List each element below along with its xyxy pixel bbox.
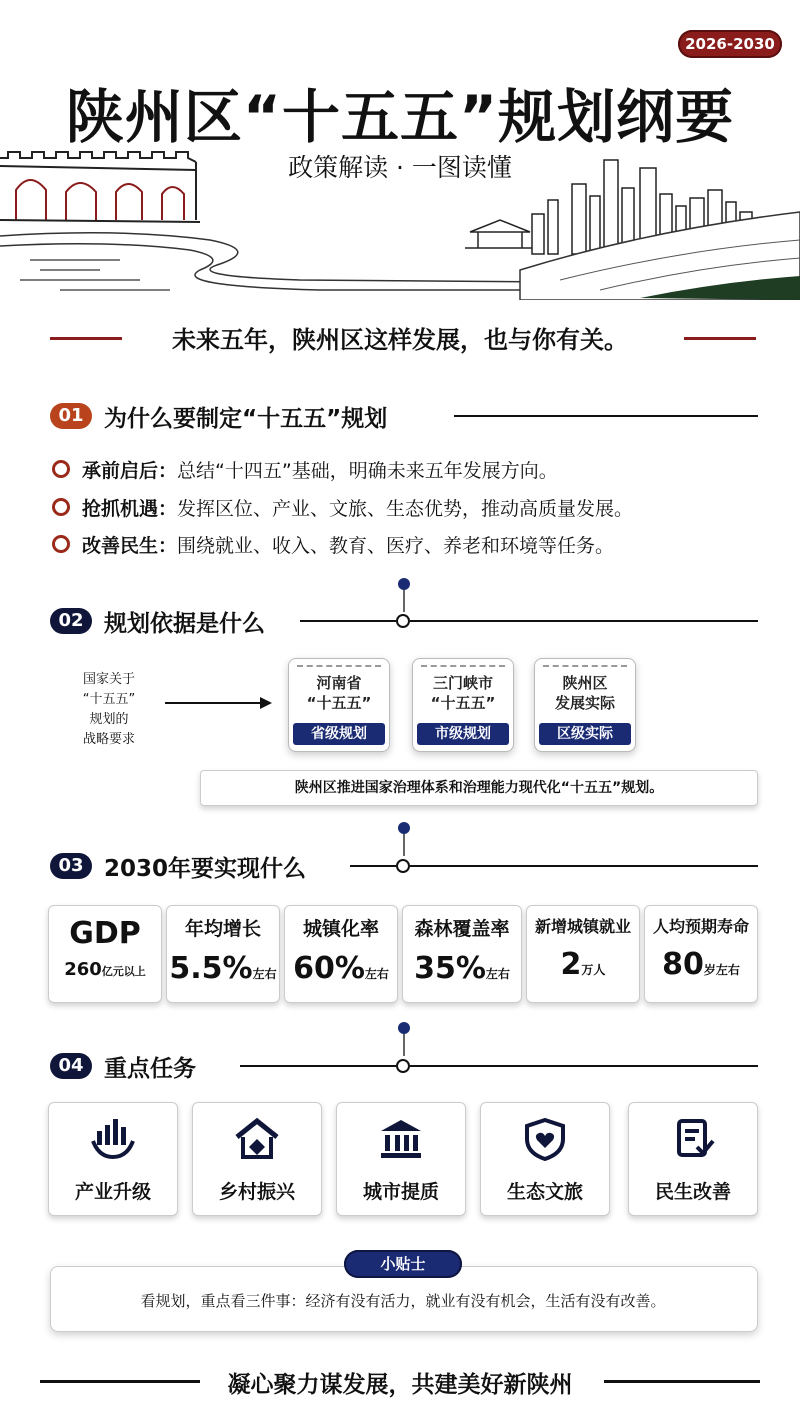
livelihood-document-icon	[669, 1117, 717, 1161]
doc-binding-icon	[297, 665, 381, 673]
doc-binding-icon	[543, 665, 627, 673]
task-label: 产业升级	[74, 1181, 151, 1203]
eco-shield-icon	[521, 1117, 569, 1161]
reason-text: 围绕就业、收入、教育、医疗、养老和环境等任务。	[177, 535, 615, 557]
section-2-rule-right	[410, 620, 758, 622]
city-building-icon	[377, 1117, 425, 1161]
bullet-icon	[52, 535, 70, 553]
section-1-rule	[454, 415, 758, 417]
reason-item	[82, 456, 558, 483]
section-4-rule-right	[410, 1065, 758, 1067]
section-1-title: 为什么要制定“十五五”规划	[104, 406, 388, 432]
task-label: 生态文旅	[506, 1181, 583, 1203]
section-4-rule-left	[240, 1065, 396, 1067]
task-card	[192, 1102, 322, 1216]
target-value	[527, 947, 639, 982]
task-label: 民生改善	[654, 1181, 731, 1203]
doc-text	[289, 673, 389, 713]
target-label: 年均增长	[184, 918, 261, 940]
basis-doc-district	[534, 658, 636, 752]
basis-line: 规划的	[89, 712, 129, 727]
target-value	[167, 951, 279, 986]
section-1-badge: 01	[50, 403, 92, 429]
section-3-title: 2030年要实现什么	[104, 856, 307, 882]
basis-source	[56, 670, 162, 750]
arrow-line	[165, 702, 265, 704]
connector-dot	[398, 1022, 410, 1034]
target-unit: 亿元以上	[101, 965, 146, 978]
target-value	[645, 947, 757, 982]
doc-line: 河南省	[316, 674, 362, 692]
target-lifespan-card	[644, 905, 758, 1003]
section-2-badge: 02	[50, 608, 92, 634]
doc-line: “十五五”	[306, 694, 372, 712]
target-unit: 左右	[252, 967, 277, 981]
target-label: 新增城镇就业	[534, 917, 631, 936]
section-3-badge: 03	[50, 853, 92, 879]
doc-text	[413, 673, 513, 713]
target-value	[403, 951, 521, 986]
doc-tag: 省级规划	[293, 723, 385, 745]
section-2-title: 规划依据是什么	[104, 611, 265, 637]
target-growth-card	[166, 905, 280, 1003]
target-number: 60%	[293, 951, 365, 986]
reason-text: 总结“十四五”基础，明确未来五年发展方向。	[177, 460, 558, 482]
connector-node	[396, 614, 410, 628]
doc-line: 陕州区	[562, 674, 608, 692]
section-4-badge: 04	[50, 1053, 92, 1079]
village-house-icon	[233, 1117, 281, 1161]
task-card	[628, 1102, 758, 1216]
basis-line: “十五五”	[82, 692, 136, 707]
connector-dot	[398, 578, 410, 590]
reason-label: 抢抓机遇：	[82, 498, 178, 520]
section-2-rule-left	[300, 620, 396, 622]
connector-line	[403, 1034, 405, 1056]
target-forest-card	[402, 905, 522, 1003]
target-label: 城镇化率	[302, 918, 379, 940]
section-4-title: 重点任务	[104, 1056, 196, 1082]
tagline: 未来五年，陕州区这样发展，也与你有关。	[172, 326, 628, 354]
target-number: 80	[662, 947, 704, 982]
bullet-icon	[52, 498, 70, 516]
doc-tag: 区级实际	[539, 723, 631, 745]
doc-line: 三门峡市	[432, 674, 493, 692]
page-title: 陕州区“十五五”规划纲要	[65, 83, 735, 151]
target-label: 人均预期寿命	[652, 917, 749, 936]
years-badge: 2026-2030	[678, 30, 782, 58]
footer-slogan: 凝心聚力谋发展，共建美好新陕州	[227, 1372, 573, 1398]
target-label: GDP	[69, 916, 141, 951]
target-urbanization-card	[284, 905, 398, 1003]
basis-doc-city	[412, 658, 514, 752]
skyline-illustration	[0, 140, 800, 300]
arrow-right-icon	[260, 697, 272, 709]
basis-line: 国家关于	[82, 672, 135, 687]
basis-summary: 陕州区推进国家治理体系和治理能力现代化“十五五”规划。	[200, 770, 758, 806]
section-3-rule-right	[410, 865, 758, 867]
section-3-rule-left	[350, 865, 396, 867]
connector-line	[403, 834, 405, 856]
doc-binding-icon	[421, 665, 505, 673]
connector-node	[396, 859, 410, 873]
reason-label: 改善民生：	[82, 535, 178, 557]
page-subtitle: 政策解读 · 一图读懂	[288, 153, 512, 182]
reason-item	[82, 531, 614, 558]
connector-node	[396, 1059, 410, 1073]
tips-label: 小贴士	[344, 1250, 462, 1278]
reason-label: 承前启后：	[82, 460, 178, 482]
doc-line: “十五五”	[430, 694, 496, 712]
target-employment-card	[526, 905, 640, 1003]
target-number: 35%	[414, 951, 486, 986]
target-unit: 左右	[485, 967, 510, 981]
task-card	[480, 1102, 610, 1216]
reason-text: 发挥区位、产业、文旅、生态优势，推动高质量发展。	[177, 498, 634, 520]
reason-item	[82, 494, 633, 521]
basis-line: 战略要求	[82, 732, 135, 747]
task-label: 乡村振兴	[218, 1181, 295, 1203]
connector-line	[403, 590, 405, 612]
connector-dot	[398, 822, 410, 834]
doc-text	[535, 673, 635, 713]
target-unit: 万人	[581, 963, 606, 977]
target-unit: 左右	[364, 967, 389, 981]
bullet-icon	[52, 460, 70, 478]
task-label: 城市提质	[362, 1181, 439, 1203]
target-number: 5.5%	[169, 951, 253, 986]
task-card	[48, 1102, 178, 1216]
industry-hands-icon	[89, 1117, 137, 1161]
target-unit: 岁左右	[703, 963, 740, 977]
target-number: 260	[64, 959, 102, 980]
basis-doc-province	[288, 658, 390, 752]
tips-text: 看规划，重点看三件事：经济有没有活力，就业有没有机会，生活有没有改善。	[140, 1292, 666, 1310]
target-gdp-card	[48, 905, 162, 1003]
target-value	[49, 959, 161, 980]
target-number: 2	[560, 947, 582, 982]
target-value	[285, 951, 397, 986]
doc-tag: 市级规划	[417, 723, 509, 745]
target-label: 森林覆盖率	[414, 918, 510, 940]
doc-line: 发展实际	[554, 694, 615, 712]
task-card	[336, 1102, 466, 1216]
